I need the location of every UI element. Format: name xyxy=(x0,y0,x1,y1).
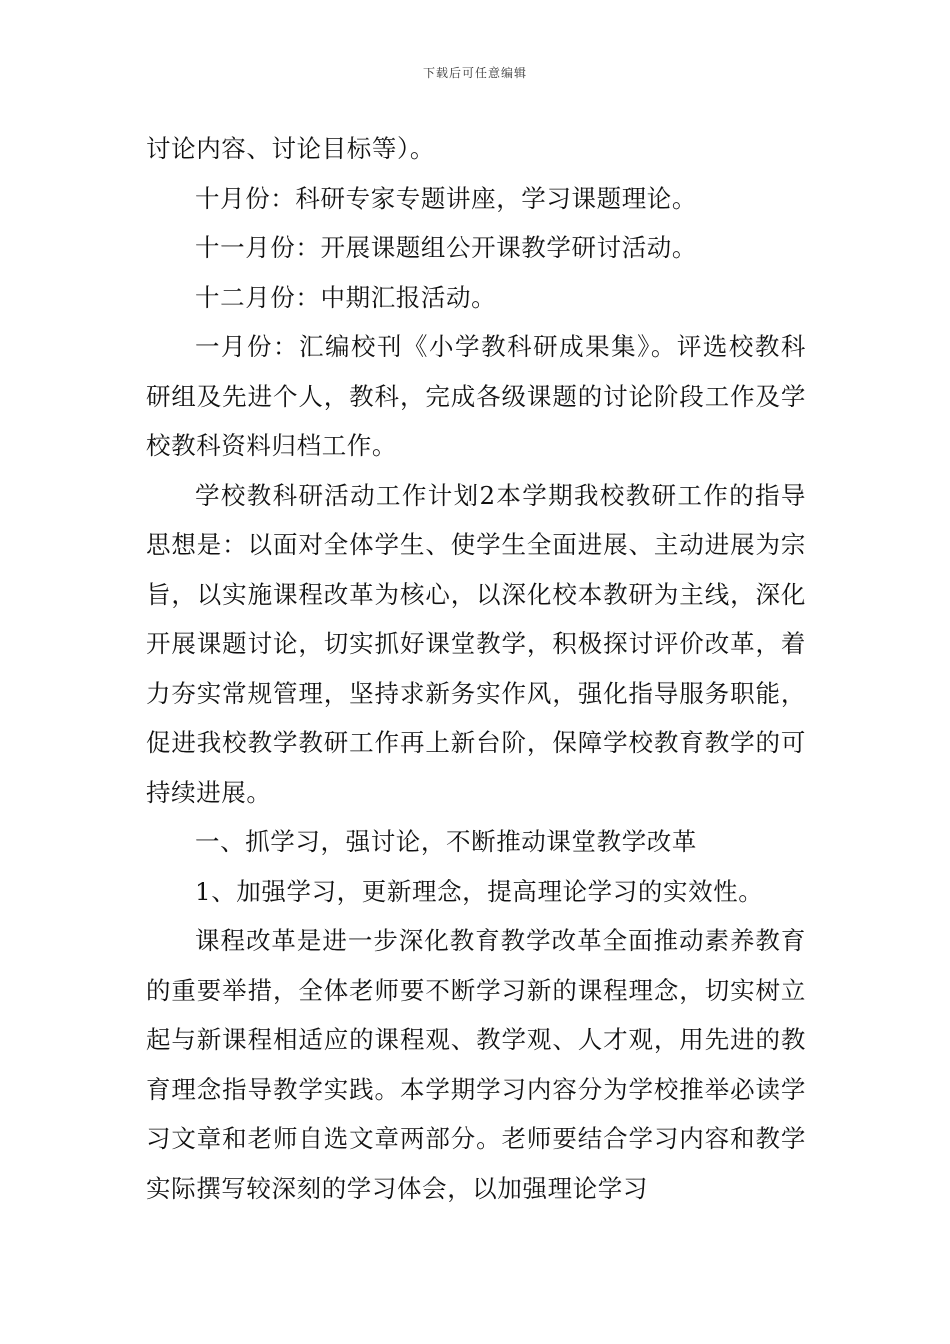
paragraph: 课程改革是进一步深化教育教学改革全面推动素养教育的重要举措，全体老师要不断学习新的课程理念，切实树立起与新课程相适应的课程观、教学观、人才观，用先进的教育理念指导教学实践。本学期学习内容分为学校推举必读学习文章和老师自选文章两部分。老师要结合学习内容和教学实际撰写较深刻的学习体会，以加强理论学习 xyxy=(146,926,806,1203)
section-heading: 一、抓学习，强讨论，不断推动课堂教学改革 xyxy=(195,827,697,856)
paragraph: 讨论内容、讨论目标等）。 xyxy=(146,134,435,163)
paragraph: 十月份：科研专家专题讲座，学习课题理论。 xyxy=(195,183,697,213)
paragraph: 十二月份：中期汇报活动。 xyxy=(195,282,497,312)
document-body xyxy=(146,124,806,1213)
paragraph: 十一月份：开展课题组公开课教学研讨活动。 xyxy=(195,233,697,262)
paragraph: 学校教科研活动工作计划2本学期我校教研工作的指导思想是：以面对全体学生、使学生全面进展、主动进展为宗旨，以实施课程改革为核心，以深化校本教研为主线，深化开展课题讨论，切实抓好课堂教学，积极探讨评价改革，着力夯实常规管理，坚持求新务实作风，强化指导服务职能，促进我校教学教研工作再上新台阶，保障学校教育教学的可持续进展。 xyxy=(146,480,806,807)
page-header: 下载后可任意编辑 xyxy=(422,66,527,80)
subsection-heading: 1、加强学习，更新理念，提高理论学习的实效性。 xyxy=(195,876,764,906)
paragraph: 一月份：汇编校刊《小学教科研成果集》。评选校教科研组及先进个人，教科，完成各级课题的讨论阶段工作及学校教科资料归档工作。 xyxy=(146,332,806,460)
